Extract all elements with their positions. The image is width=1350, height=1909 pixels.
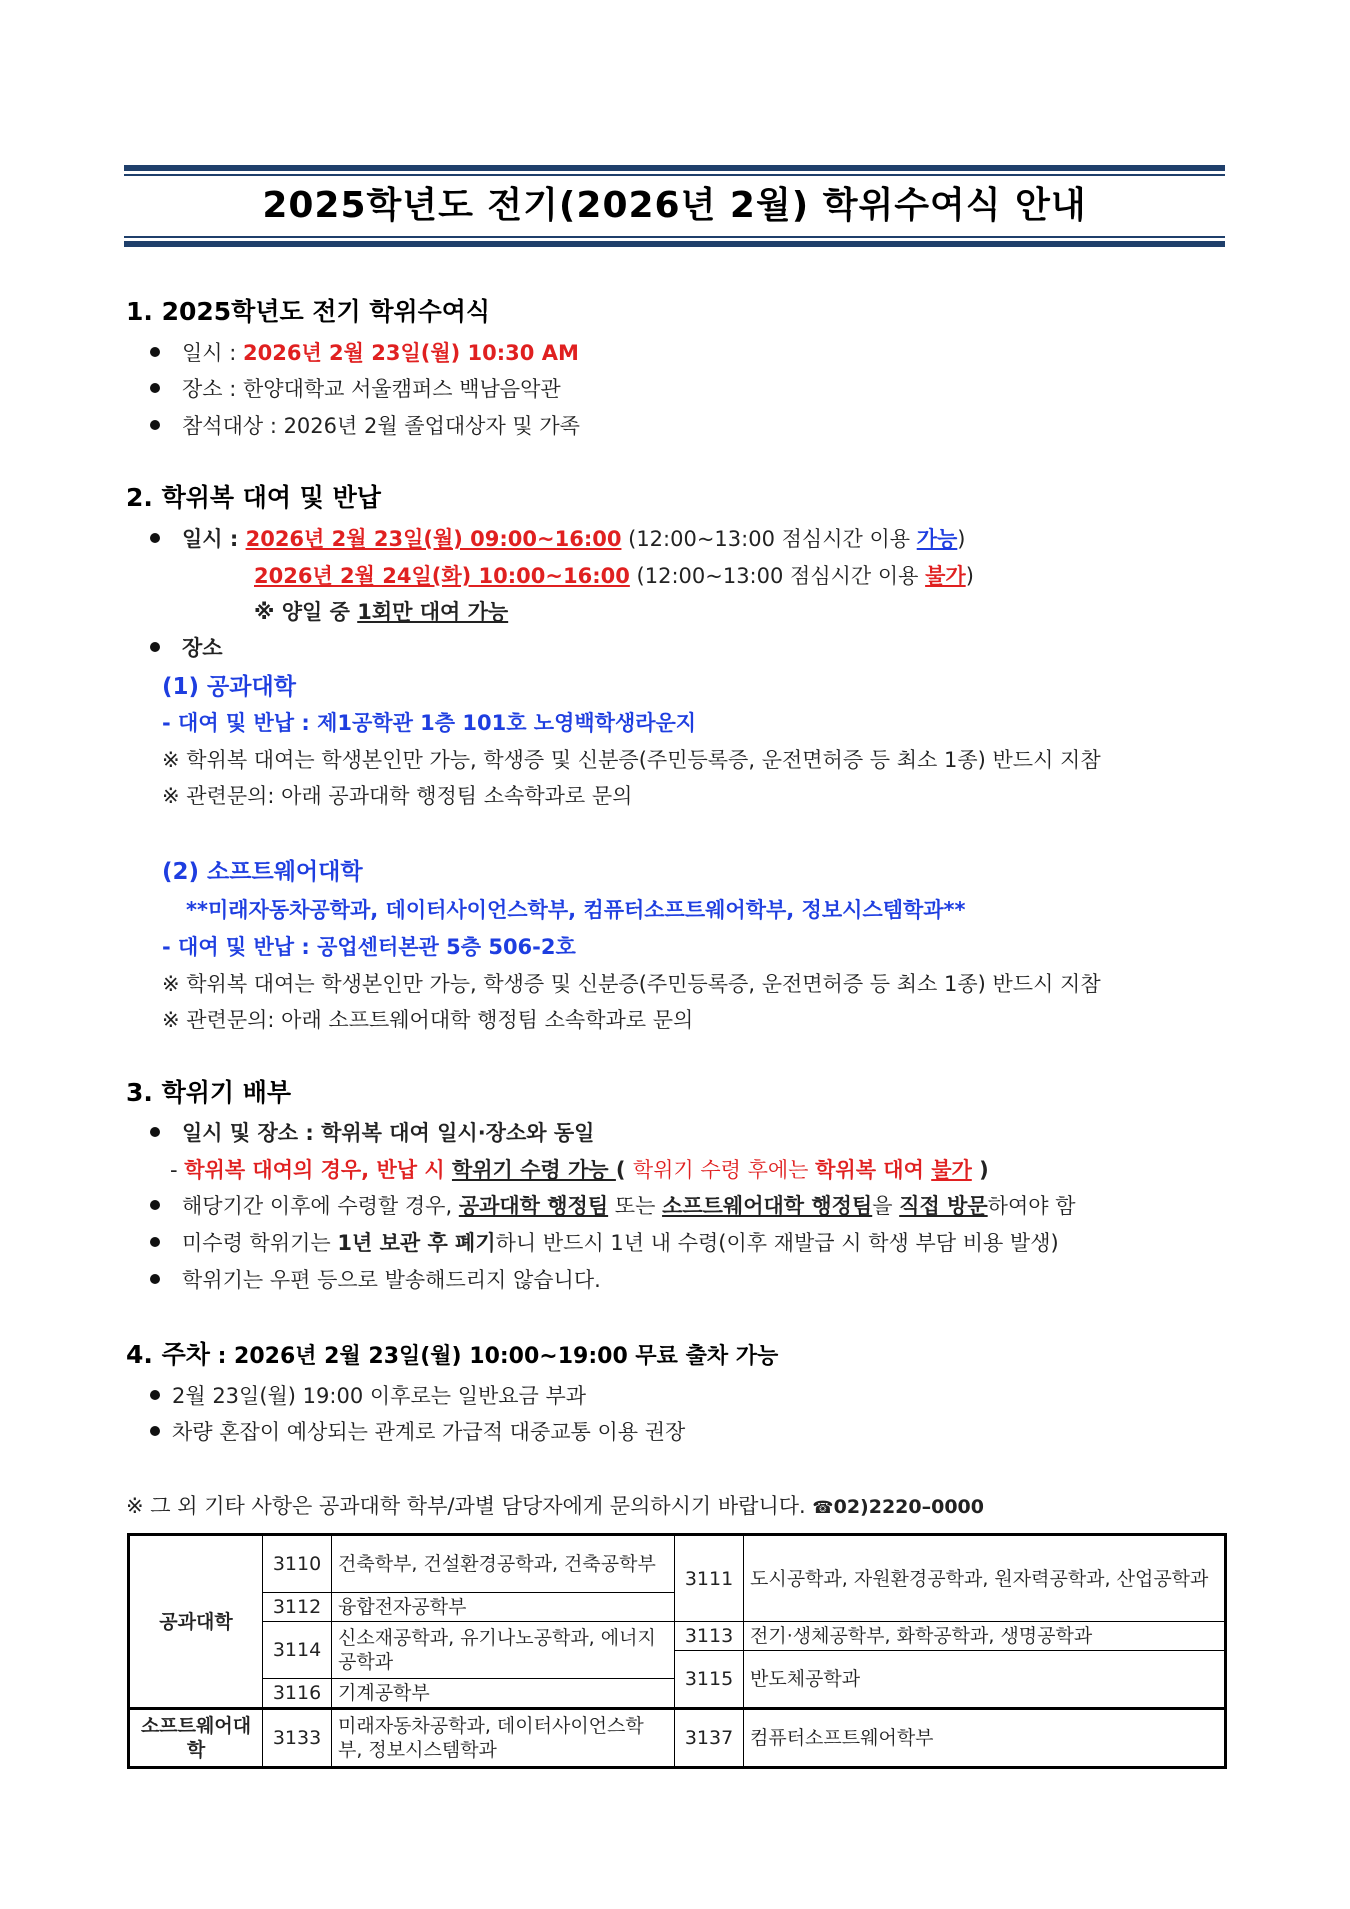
s1-date-label: 일시 : <box>182 341 243 365</box>
s4-line-1 <box>150 1380 586 1410</box>
eng-location: - 대여 및 반납 : 제1공학관 1층 101호 노영백학생라운지 <box>162 711 697 735</box>
ext-number: 3133 <box>263 1709 332 1768</box>
s3-l3-mid2: 을 <box>872 1194 900 1218</box>
section-2-heading: 2. 학위복 대여 및 반납 <box>126 483 381 512</box>
ext-number: 3112 <box>263 1593 332 1622</box>
s2-day2: 2026년 2월 24일(화) 10:00~16:00 <box>254 564 630 588</box>
s3-l3-pre: 해당기간 이후에 수령할 경우, <box>182 1194 459 1218</box>
sw-note-2: ※ 관련문의: 아래 소프트웨어대학 행정팀 소속학과로 문의 <box>162 1008 694 1032</box>
s2-place-line <box>150 632 223 662</box>
sw-note-1: ※ 학위복 대여는 학생본인만 가능, 학생증 및 신분증(주민등록증, 운전면허증 등 최소 1종) 반드시 지참 <box>162 972 1101 996</box>
title-rule-bottom <box>124 241 1225 247</box>
s2-once-line <box>254 596 508 626</box>
title-rule-bottom-thin <box>124 236 1225 238</box>
table-row <box>129 1622 1226 1651</box>
bullet-icon <box>150 1390 160 1400</box>
s3-after-note: 학위기 수령 후에는 <box>632 1158 816 1182</box>
s2-once-pre: ※ 양일 중 <box>254 600 358 624</box>
s3-l3-mid: 또는 <box>608 1194 663 1218</box>
s3-paren-open: ( <box>615 1158 633 1182</box>
s4-heading-detail: : 2026년 2월 23일(월) 10:00~19:00 무료 출차 가능 <box>209 1344 779 1369</box>
sw-college-title: (2) 소프트웨어대학 <box>162 859 363 885</box>
s1-date-value: 2026년 2월 23일(월) 10:30 AM <box>243 341 579 365</box>
ext-number: 3113 <box>675 1622 744 1651</box>
s3-line-4 <box>150 1227 1059 1257</box>
s4-l1-text: 2월 23일(월) 19:00 이후로는 일반요금 부과 <box>172 1384 587 1408</box>
title-block <box>124 165 1225 247</box>
s3-line-5 <box>150 1264 601 1294</box>
s2-date-label: 일시 : <box>182 527 246 551</box>
title-rule-top <box>124 165 1225 171</box>
dept-names: 컴퓨터소프트웨어학부 <box>744 1709 1226 1768</box>
ext-number: 3116 <box>263 1679 332 1709</box>
ext-number: 3114 <box>263 1622 332 1679</box>
dept-names: 건축학부, 건설환경공학과, 건축공학부 <box>332 1535 675 1593</box>
s3-l5-text: 학위기는 우편 등으로 발송해드리지 않습니다. <box>182 1268 601 1292</box>
s4-heading-title: 4. 주차 <box>126 1340 210 1369</box>
section-4-heading <box>126 1335 778 1371</box>
s3-paren-close: ) <box>971 1158 989 1182</box>
s3-unavailable: 불가 <box>931 1158 972 1182</box>
ext-number: 3110 <box>263 1535 332 1593</box>
dept-names: 융합전자공학부 <box>332 1593 675 1622</box>
s1-date-line <box>150 337 579 367</box>
s2-day1-note: (12:00~13:00 점심시간 이용 <box>628 527 917 551</box>
department-contact-table <box>127 1533 1227 1769</box>
s3-line-1-text: 일시 및 장소 : 학위복 대여 일시·장소와 동일 <box>182 1121 595 1145</box>
bullet-icon <box>150 1426 160 1436</box>
college-eng: 공과대학 <box>129 1535 263 1709</box>
table-row <box>129 1709 1226 1768</box>
footer-phone: 02)2220–0000 <box>833 1496 984 1518</box>
bullet-icon <box>150 383 160 393</box>
dept-names: 도시공학과, 자원환경공학과, 원자력공학과, 산업공학과 <box>744 1535 1226 1622</box>
s3-visit: 직접 방문 <box>899 1194 988 1218</box>
bullet-icon <box>150 1274 160 1284</box>
bullet-icon <box>150 642 160 652</box>
footer-note: ※ 그 외 기타 사항은 공과대학 학부/과별 담당자에게 문의하시기 바랍니다. <box>126 1494 806 1518</box>
s3-l4-pre: 미수령 학위기는 <box>182 1231 338 1255</box>
dept-names: 기계공학부 <box>332 1679 675 1709</box>
s2-day2-note: (12:00~13:00 점심시간 이용 <box>636 564 926 588</box>
dept-names: 반도체공학과 <box>744 1651 1226 1709</box>
s3-dash: - <box>170 1158 185 1182</box>
ext-number: 3137 <box>675 1709 744 1768</box>
s3-l3-post: 하여야 함 <box>987 1194 1076 1218</box>
s1-attend: 참석대상 : 2026년 2월 졸업대상자 및 가족 <box>182 414 580 438</box>
s3-rental-text: 학위복 대여 <box>815 1158 932 1182</box>
eng-note-1: ※ 학위복 대여는 학생본인만 가능, 학생증 및 신분증(주민등록증, 운전면허증 등 최소 1종) 반드시 지참 <box>162 748 1101 772</box>
phone-icon: ☎ <box>812 1498 834 1518</box>
s3-receive-note: 학위기 수령 가능 <box>451 1158 616 1182</box>
s4-l2-text: 차량 혼잡이 예상되는 관계로 가급적 대중교통 이용 권장 <box>172 1420 686 1444</box>
section-3-heading: 3. 학위기 배부 <box>126 1078 292 1107</box>
s3-eng-office: 공과대학 행정팀 <box>458 1194 609 1218</box>
eng-college-title: (1) 공과대학 <box>162 674 296 700</box>
bullet-icon <box>150 533 160 543</box>
sw-departments: **미래자동차공학과, 데이터사이언스학부, 컴퓨터소프트웨어학부, 정보시스템학과** <box>186 898 966 922</box>
bullet-icon <box>150 420 160 430</box>
s1-attend-line <box>150 410 580 440</box>
s4-line-2 <box>150 1416 685 1446</box>
bullet-icon <box>150 1237 160 1247</box>
footer-note-line <box>126 1490 984 1520</box>
s2-day2-close: ) <box>965 564 974 588</box>
bullet-icon <box>150 1127 160 1137</box>
s2-date-line <box>150 523 965 553</box>
s3-l4-post: 하니 반드시 1년 내 수령(이후 재발급 시 학생 부담 비용 발생) <box>495 1231 1059 1255</box>
s2-day1-close: ) <box>957 527 966 551</box>
sw-location: - 대여 및 반납 : 공업센터본관 5층 506-2호 <box>162 935 576 959</box>
s3-line-1 <box>150 1117 594 1147</box>
s3-rental-note: 학위복 대여의 경우, 반납 시 <box>184 1158 452 1182</box>
ext-number: 3111 <box>675 1535 744 1622</box>
s3-line-3 <box>150 1190 1076 1220</box>
s2-day2-status: 불가 <box>925 564 966 588</box>
s1-place: 장소 : 한양대학교 서울캠퍼스 백남음악관 <box>182 377 561 401</box>
bullet-icon <box>150 347 160 357</box>
s2-once-note: 1회만 대여 가능 <box>357 600 509 624</box>
s3-keep-policy: 1년 보관 후 폐기 <box>337 1231 496 1255</box>
eng-note-2: ※ 관련문의: 아래 공과대학 행정팀 소속학과로 문의 <box>162 784 633 808</box>
college-sw: 소프트웨어대학 <box>129 1709 263 1768</box>
bullet-icon <box>150 1200 160 1210</box>
dept-names: 미래자동차공학과, 데이터사이언스학부, 정보시스템학과 <box>332 1709 675 1768</box>
s2-place-label: 장소 <box>182 636 223 660</box>
page-title: 2025학년도 전기(2026년 2월) 학위수여식 안내 <box>262 185 1087 226</box>
dept-names: 전기·생체공학부, 화학공학과, 생명공학과 <box>744 1622 1226 1651</box>
ext-number: 3115 <box>675 1651 744 1709</box>
s3-line-2 <box>170 1154 989 1184</box>
s3-sw-office: 소프트웨어대학 행정팀 <box>662 1194 873 1218</box>
s1-place-line <box>150 373 561 403</box>
section-1-heading: 1. 2025학년도 전기 학위수여식 <box>126 297 491 326</box>
s2-day2-line <box>254 560 974 590</box>
s2-day1-status: 가능 <box>916 527 958 551</box>
dept-names: 신소재공학과, 유기나노공학과, 에너지공학과 <box>332 1622 675 1679</box>
s2-day1: 2026년 2월 23일(월) 09:00~16:00 <box>245 527 622 551</box>
